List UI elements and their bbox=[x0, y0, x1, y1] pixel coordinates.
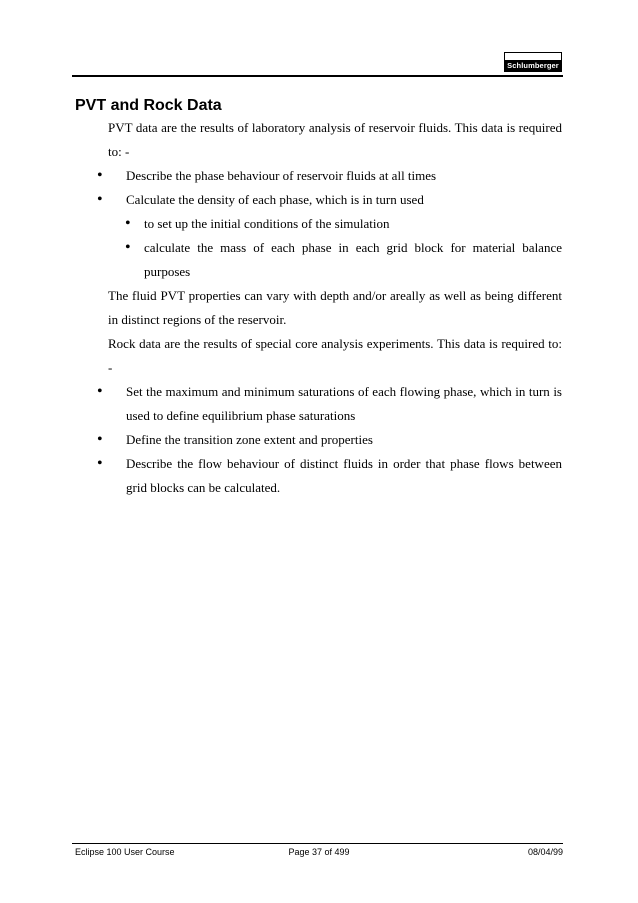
bullet-text: Calculate the density of each phase, which is in turn used bbox=[126, 192, 424, 207]
header-rule bbox=[72, 75, 563, 77]
rock-intro-paragraph: Rock data are the results of special core analysis experiments. This data is required to: - bbox=[108, 336, 562, 375]
logo-text: Schlumberger bbox=[505, 60, 561, 71]
footer-rule bbox=[72, 843, 563, 844]
bullet-item bbox=[97, 452, 562, 500]
footer-date: 08/04/99 bbox=[527, 847, 563, 857]
bullet-item bbox=[97, 428, 562, 452]
footer-page-number: Page 37 of 499 bbox=[288, 847, 350, 857]
bullet-text: Describe the flow behaviour of distinct fluids in order that phase flows between grid blocks can be calculated. bbox=[126, 456, 562, 495]
sub-bullet-item bbox=[108, 236, 562, 284]
bullet-text: Define the transition zone extent and properties bbox=[126, 432, 373, 447]
bullet-item bbox=[97, 380, 562, 428]
schlumberger-logo bbox=[504, 52, 562, 72]
section-title: PVT and Rock Data bbox=[75, 97, 222, 114]
bullet-icon: • bbox=[97, 191, 103, 208]
bullet-icon: • bbox=[97, 167, 103, 184]
bullet-text: Describe the phase behaviour of reservoir fluids at all times bbox=[126, 168, 437, 183]
pvt-intro-paragraph: PVT data are the results of laboratory analysis of reservoir fluids. This data is required to: - bbox=[108, 120, 562, 159]
bullet-icon: • bbox=[125, 215, 131, 232]
bullet-icon: • bbox=[97, 383, 103, 400]
bullet-item bbox=[97, 188, 562, 212]
bullet-icon: • bbox=[97, 431, 103, 448]
footer-course-title: Eclipse 100 User Course bbox=[75, 847, 175, 857]
bullet-text: Set the maximum and minimum saturations of each flowing phase, which in turn is used to define equilibrium phase saturations bbox=[126, 384, 562, 423]
bullet-icon: • bbox=[97, 455, 103, 472]
bullet-text: calculate the mass of each phase in each grid block for material balance purposes bbox=[144, 240, 562, 279]
section-body bbox=[97, 116, 562, 500]
bullet-text: to set up the initial conditions of the simulation bbox=[144, 216, 390, 231]
bullet-icon: • bbox=[125, 239, 131, 256]
bullet-item bbox=[97, 164, 562, 188]
sub-bullet-item bbox=[108, 212, 562, 236]
fluid-variation-paragraph: The fluid PVT properties can vary with depth and/or areally as well as being different in distinct regions of the reservoir. bbox=[108, 288, 562, 327]
